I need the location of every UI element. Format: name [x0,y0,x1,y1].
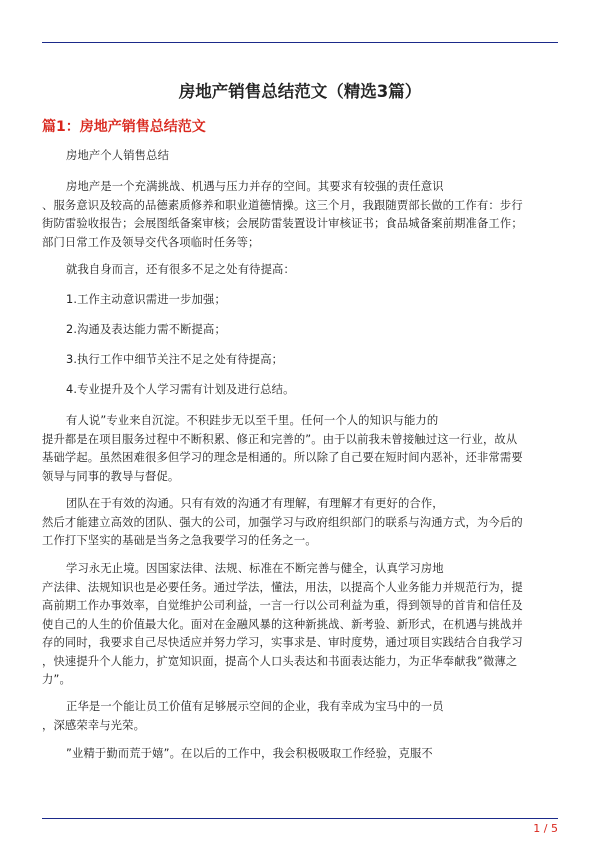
paragraph [42,495,562,551]
paragraph-line: 、服务意识及较高的品德素质修养和职业道德情操。这三个月，我跟随贾部长做的工作有：步行 [42,198,523,212]
paragraph-line: 3.执行工作中细节关注不足之处有待提高； [66,353,284,366]
paragraph-line: 2.沟通及表达能力需不断提高； [66,323,226,336]
paragraph-line: 房地产是一个充满挑战、机遇与压力并存的空间。其要求有较强的责任意识 [66,180,444,193]
footer-rule [42,818,558,819]
list-item [42,321,562,340]
paragraph-line: 房地产个人销售总结 [66,149,170,162]
header-rule [42,42,558,43]
paragraph-line: 然后才能建立高效的团队、强大的公司，加强学习与政府组织部门的联系与沟通方式，为今后的 [42,515,523,529]
document-title: 房地产销售总结范文（精选3篇） [178,82,422,101]
paragraph-line: ”业精于勤而荒于嬉”。在以后的工作中，我会积极吸取工作经验，克服不 [66,747,433,760]
paragraph-line: 4.专业提升及个人学习需有计划及进行总结。 [66,383,295,396]
paragraph [42,745,562,764]
paragraph-line: ，快速提升个人能力，扩宽知识面，提高个人口头表达和书面表达能力，为正华奉献我”微薄之 [42,654,518,668]
paragraph-line: 力”。 [42,673,71,686]
paragraph [42,412,562,486]
paragraph [42,698,562,735]
paragraph [42,560,562,690]
paragraph-line: 使自己的人生的价值最大化。面对在金融风暴的这种新挑战、新考验、新形式，在机遇与挑战并 [42,617,523,631]
paragraph-line: 正华是一个能让员工价值有足够展示空间的企业，我有幸成为宝马中的一员 [66,700,444,713]
paragraph [42,147,562,166]
paragraph-line: 有人说”专业来自沉淀。不积跬步无以至千里。任何一个人的知识与能力的 [66,414,439,427]
paragraph-line: 学习永无止境。因国家法律、法规、标准在不断完善与健全，认真学习房地 [66,562,444,575]
paragraph-line: 产法律、法规知识也是必要任务。通过学法，懂法，用法，以提高个人业务能力并规范行为，提 [42,580,523,594]
list-item [42,291,562,310]
paragraph-line: 就我自身而言，还有很多不足之处有待提高： [66,263,295,276]
paragraph-line: 基础学起。虽然困难很多但学习的理念是相通的。所以除了自己要在短时间内恶补，还非常需要 [42,451,523,464]
list-item [42,351,562,370]
page-number: 1 / 5 [533,822,558,835]
paragraph [42,178,562,252]
section-heading: 篇1：房地产销售总结范文 [42,119,206,135]
paragraph-line: 团队在于有效的沟通。只有有效的沟通才有理解，有理解才有更好的合作， [66,497,444,510]
list-item [42,381,562,400]
paragraph-line: 部门日常工作及领导交代各项临时任务等； [42,235,260,249]
paragraph-line: ，深感荣幸与光荣。 [42,718,146,732]
paragraph-line: 高前期工作办事效率，自觉维护公司利益，一言一行以公司利益为重，得到领导的首肯和信任及 [42,599,523,612]
paragraph [42,261,562,280]
paragraph-line: 工作打下坚实的基础是当务之急我要学习的任务之一。 [42,534,317,547]
paragraph-line: 提升都是在项目服务过程中不断积累、修正和完善的”。由于以前我未曾接触过这一行业，故从 [42,432,518,446]
paragraph-line: 存的同时，我要求自己尽快适应并努力学习，实事求是、审时度势，通过项目实践结合自我学习 [42,636,523,649]
paragraph-line: 街防雷验收报告；会展图纸备案审核；会展防雷装置设计审核证书；食品城备案前期准备工作； [42,217,523,230]
paragraph-line: 1.工作主动意识需进一步加强； [66,293,226,306]
paragraph-line: 领导与同事的教导与督促。 [42,469,180,483]
